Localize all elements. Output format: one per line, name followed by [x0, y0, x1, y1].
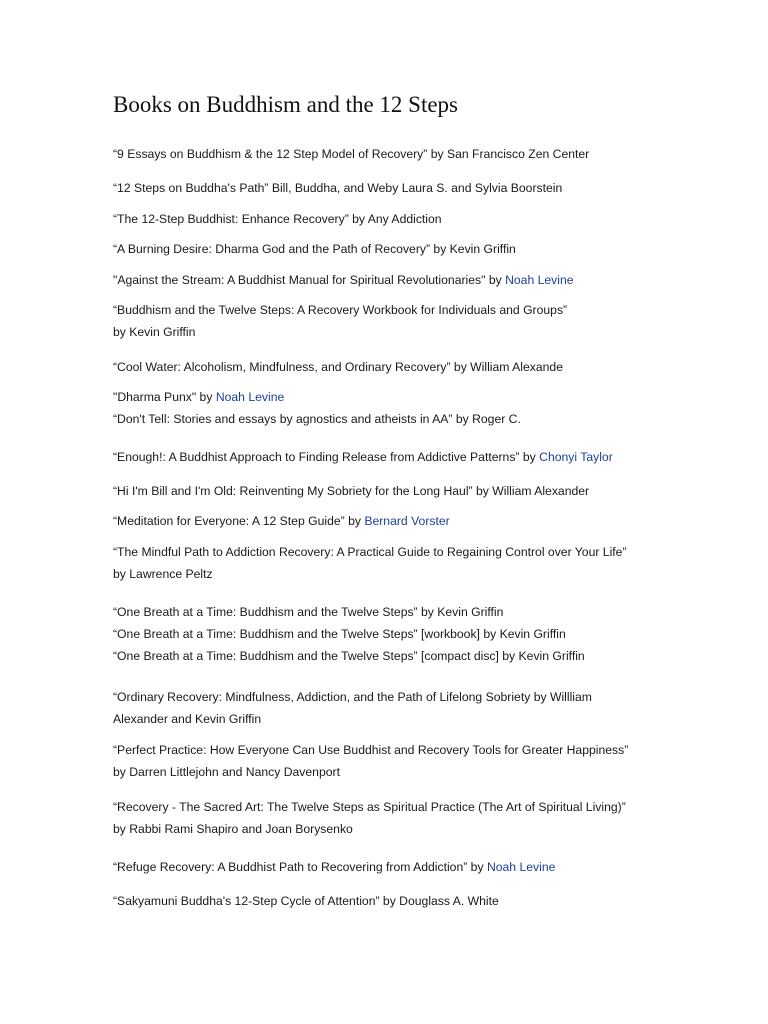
book-entry: [113, 238, 516, 260]
entry-text: "Against the Stream: A Buddhist Manual for Spiritual Revolutionaries" by: [113, 273, 506, 287]
entry-line: “Sakyamuni Buddha's 12-Step Cycle of Attention” by Douglass A. White: [113, 894, 499, 908]
entry-line: by Darren Littlejohn and Nancy Davenport: [113, 765, 340, 779]
entry-text: “Meditation for Everyone: A 12 Step Guide” by: [113, 514, 365, 528]
entry-line: “Ordinary Recovery: Mindfulness, Addiction, and the Path of Lifelong Sobriety by Willliam: [113, 690, 592, 704]
entry-line: “Perfect Practice: How Everyone Can Use Buddhist and Recovery Tools for Greater Happiness”: [113, 743, 629, 757]
entry-line: “9 Essays on Buddhism & the 12 Step Model of Recovery” by San Francisco Zen Center: [113, 147, 590, 161]
entry-text: “Enough!: A Buddhist Approach to Finding Release from Addictive Patterns” by: [113, 450, 540, 464]
author-link[interactable]: Bernard Vorster: [364, 514, 450, 528]
entry-line: [113, 510, 450, 532]
entry-line: by Rabbi Rami Shapiro and Joan Borysenko: [113, 822, 353, 836]
entry-line: “Cool Water: Alcoholism, Mindfulness, and Ordinary Recovery” by William Alexande: [113, 360, 563, 374]
author-link[interactable]: Noah Levine: [215, 390, 285, 404]
entry-line: “One Breath at a Time: Buddhism and the Twelve Steps” [workbook] by Kevin Griffin: [113, 627, 566, 641]
book-entry: [113, 208, 442, 230]
book-entry: [113, 143, 589, 165]
entry-text: “Refuge Recovery: A Buddhist Path to Recovering from Addiction” by: [113, 860, 487, 874]
entry-line: Alexander and Kevin Griffin: [113, 712, 262, 726]
entry-line: “Buddhism and the Twelve Steps: A Recovery Workbook for Individuals and Groups”: [113, 303, 568, 317]
entry-line: “A Burning Desire: Dharma God and the Path of Recovery” by Kevin Griffin: [113, 242, 516, 256]
page-title: Books on Buddhism and the 12 Steps: [113, 92, 459, 117]
book-entry: [113, 446, 613, 468]
book-entry: [113, 890, 499, 912]
entry-line: “Don't Tell: Stories and essays by agnostics and atheists in AA” by Roger C.: [113, 412, 521, 426]
book-entry: [113, 796, 626, 840]
entry-line: “12 Steps on Buddha's Path” Bill, Buddha, and Weby Laura S. and Sylvia Boorstein: [113, 181, 563, 195]
author-link[interactable]: Noah Levine: [505, 273, 574, 287]
entry-line: [113, 269, 574, 291]
entry-line: [113, 446, 613, 468]
entry-line: “The 12-Step Buddhist: Enhance Recovery” by Any Addiction: [113, 212, 442, 226]
book-entry: [113, 480, 589, 502]
book-entry: [113, 645, 585, 667]
entry-text: "Dharma Punx" by: [113, 390, 216, 404]
book-entry: [113, 686, 592, 730]
book-entry: [113, 356, 563, 378]
entry-line: “Recovery - The Sacred Art: The Twelve Steps as Spiritual Practice (The Art of Spiritual Living)”: [113, 800, 626, 814]
entry-line: “One Breath at a Time: Buddhism and the Twelve Steps” [compact disc] by Kevin Griffin: [113, 649, 585, 663]
book-entry: [113, 177, 562, 199]
entry-line: [113, 386, 284, 408]
author-link[interactable]: Chonyi Taylor: [539, 450, 613, 464]
book-entry: [113, 269, 574, 291]
entry-line: [113, 856, 555, 878]
book-entry: [113, 386, 284, 408]
entry-line: by Kevin Griffin: [113, 325, 196, 339]
book-entry: [113, 623, 566, 645]
entry-line: “One Breath at a Time: Buddhism and the Twelve Steps” by Kevin Griffin: [113, 605, 504, 619]
entry-line: “Hi I'm Bill and I'm Old: Reinventing My Sobriety for the Long Haul” by William Alexander: [113, 484, 590, 498]
author-link[interactable]: Noah Levine: [486, 860, 556, 874]
book-entry: [113, 739, 628, 783]
entry-line: by Lawrence Peltz: [113, 567, 213, 581]
entry-line: “The Mindful Path to Addiction Recovery: A Practical Guide to Regaining Control over Your Life”: [113, 545, 627, 559]
book-entry: [113, 299, 567, 343]
book-entry: [113, 856, 555, 878]
book-entry: [113, 601, 503, 623]
book-entry: [113, 408, 521, 430]
book-entry: [113, 510, 450, 532]
book-entry: [113, 541, 627, 585]
